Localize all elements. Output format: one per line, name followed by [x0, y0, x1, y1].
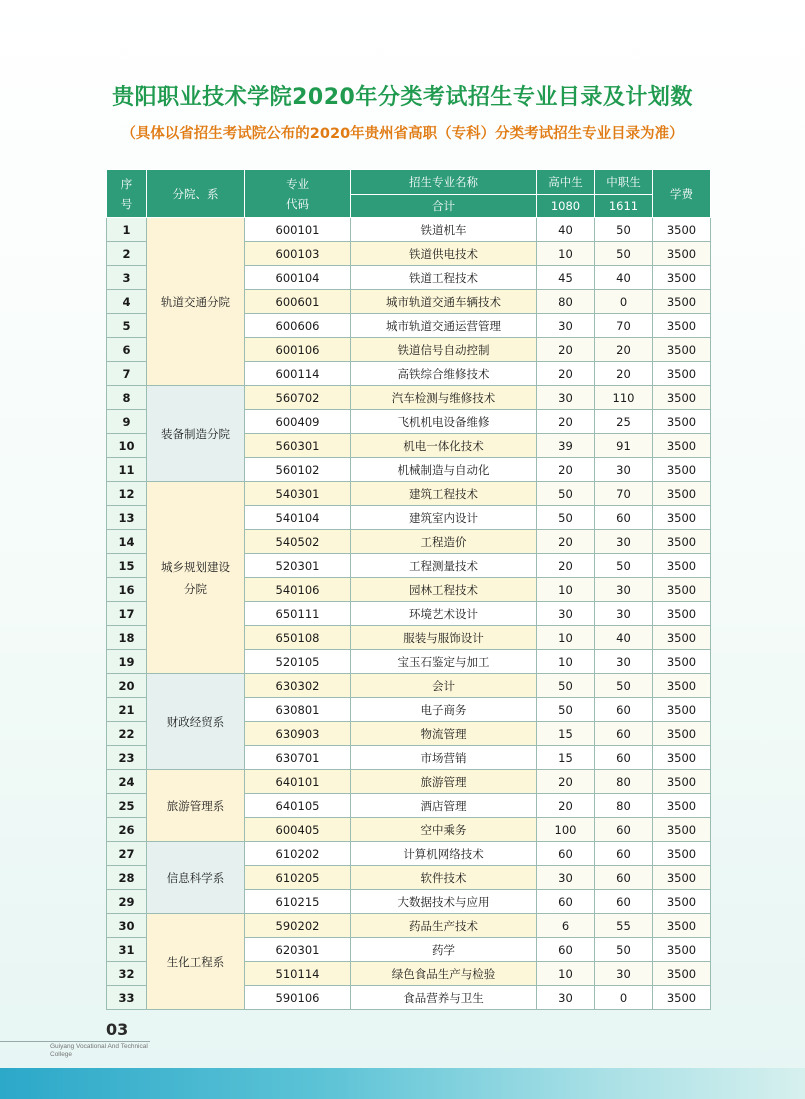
high-school-quota: 10 — [537, 962, 595, 986]
row-index: 5 — [107, 314, 147, 338]
row-index: 18 — [107, 626, 147, 650]
major-code: 650111 — [245, 602, 351, 626]
major-name: 铁道供电技术 — [351, 242, 537, 266]
vocational-quota: 50 — [595, 242, 653, 266]
tuition-fee: 3500 — [653, 674, 711, 698]
vocational-quota: 60 — [595, 722, 653, 746]
vocational-quota: 30 — [595, 650, 653, 674]
page-title: 贵阳职业技术学院2020年分类考试招生专业目录及计划数 — [112, 85, 693, 110]
header-high: 高中生 — [537, 170, 595, 195]
major-name: 建筑室内设计 — [351, 506, 537, 530]
tuition-fee: 3500 — [653, 434, 711, 458]
major-name: 会计 — [351, 674, 537, 698]
major-code: 540301 — [245, 482, 351, 506]
enrollment-table — [106, 169, 711, 1010]
row-index: 32 — [107, 962, 147, 986]
header-fee: 学费 — [653, 170, 711, 218]
tuition-fee: 3500 — [653, 554, 711, 578]
dept-cell: 信息科学系 — [147, 842, 245, 914]
header-name: 招生专业名称 — [351, 170, 537, 195]
dept-cell: 生化工程系 — [147, 914, 245, 1010]
tuition-fee: 3500 — [653, 482, 711, 506]
row-index: 2 — [107, 242, 147, 266]
row-index: 31 — [107, 938, 147, 962]
major-name: 工程测量技术 — [351, 554, 537, 578]
high-school-quota: 30 — [537, 986, 595, 1010]
high-school-quota: 30 — [537, 314, 595, 338]
major-code: 610205 — [245, 866, 351, 890]
major-code: 540104 — [245, 506, 351, 530]
vocational-quota: 55 — [595, 914, 653, 938]
major-code: 600405 — [245, 818, 351, 842]
high-school-quota: 20 — [537, 458, 595, 482]
major-code: 560102 — [245, 458, 351, 482]
vocational-quota: 70 — [595, 314, 653, 338]
vocational-quota: 60 — [595, 746, 653, 770]
vocational-quota: 30 — [595, 962, 653, 986]
table-body — [107, 218, 711, 1010]
high-school-quota: 10 — [537, 242, 595, 266]
major-name: 建筑工程技术 — [351, 482, 537, 506]
tuition-fee: 3500 — [653, 890, 711, 914]
major-name: 食品营养与卫生 — [351, 986, 537, 1010]
vocational-quota: 50 — [595, 674, 653, 698]
major-code: 600114 — [245, 362, 351, 386]
table-row — [107, 218, 711, 242]
major-code: 610215 — [245, 890, 351, 914]
header-total-label: 合计 — [351, 195, 537, 218]
major-name: 飞机机电设备维修 — [351, 410, 537, 434]
vocational-quota: 20 — [595, 362, 653, 386]
table-row — [107, 674, 711, 698]
major-code: 630903 — [245, 722, 351, 746]
dept-cell: 轨道交通分院 — [147, 218, 245, 386]
vocational-quota: 60 — [595, 890, 653, 914]
major-name: 旅游管理 — [351, 770, 537, 794]
row-index: 22 — [107, 722, 147, 746]
vocational-quota: 91 — [595, 434, 653, 458]
vocational-quota: 50 — [595, 938, 653, 962]
row-index: 6 — [107, 338, 147, 362]
row-index: 23 — [107, 746, 147, 770]
major-code: 560702 — [245, 386, 351, 410]
table-row — [107, 770, 711, 794]
row-index: 12 — [107, 482, 147, 506]
page-subtitle: （具体以省招生考试院公布的2020年贵州省高职（专科）分类考试招生专业目录为准） — [121, 126, 684, 142]
tuition-fee: 3500 — [653, 290, 711, 314]
row-index: 28 — [107, 866, 147, 890]
college-english-name: Guiyang Vocational And Technical College — [50, 1043, 148, 1058]
vocational-quota: 50 — [595, 554, 653, 578]
high-school-quota: 20 — [537, 794, 595, 818]
vocational-quota: 50 — [595, 218, 653, 242]
high-school-quota: 20 — [537, 362, 595, 386]
major-name: 空中乘务 — [351, 818, 537, 842]
row-index: 29 — [107, 890, 147, 914]
tuition-fee: 3500 — [653, 242, 711, 266]
tuition-fee: 3500 — [653, 266, 711, 290]
major-code: 520301 — [245, 554, 351, 578]
row-index: 21 — [107, 698, 147, 722]
header-code: 专业 代码 — [245, 170, 351, 218]
high-school-quota: 10 — [537, 626, 595, 650]
major-code: 640101 — [245, 770, 351, 794]
tuition-fee: 3500 — [653, 866, 711, 890]
major-name: 绿色食品生产与检验 — [351, 962, 537, 986]
row-index: 27 — [107, 842, 147, 866]
high-school-quota: 40 — [537, 218, 595, 242]
tuition-fee: 3500 — [653, 770, 711, 794]
tuition-fee: 3500 — [653, 458, 711, 482]
vocational-quota: 80 — [595, 770, 653, 794]
major-code: 590202 — [245, 914, 351, 938]
row-index: 24 — [107, 770, 147, 794]
row-index: 7 — [107, 362, 147, 386]
major-code: 640105 — [245, 794, 351, 818]
dept-cell: 财政经贸系 — [147, 674, 245, 770]
major-name: 大数据技术与应用 — [351, 890, 537, 914]
major-name: 药品生产技术 — [351, 914, 537, 938]
major-name: 铁道工程技术 — [351, 266, 537, 290]
dept-cell: 城乡规划建设 分院 — [147, 482, 245, 674]
major-code: 600101 — [245, 218, 351, 242]
major-code: 600409 — [245, 410, 351, 434]
major-code: 540502 — [245, 530, 351, 554]
major-code: 520105 — [245, 650, 351, 674]
row-index: 17 — [107, 602, 147, 626]
vocational-quota: 60 — [595, 698, 653, 722]
major-name: 铁道机车 — [351, 218, 537, 242]
tuition-fee: 3500 — [653, 698, 711, 722]
major-name: 城市轨道交通运营管理 — [351, 314, 537, 338]
major-name: 铁道信号自动控制 — [351, 338, 537, 362]
major-name: 机电一体化技术 — [351, 434, 537, 458]
high-school-quota: 6 — [537, 914, 595, 938]
major-code: 620301 — [245, 938, 351, 962]
tuition-fee: 3500 — [653, 602, 711, 626]
major-name: 电子商务 — [351, 698, 537, 722]
row-index: 9 — [107, 410, 147, 434]
header-mid-total: 1611 — [595, 195, 653, 218]
vocational-quota: 20 — [595, 338, 653, 362]
high-school-quota: 50 — [537, 482, 595, 506]
vocational-quota: 0 — [595, 290, 653, 314]
tuition-fee: 3500 — [653, 650, 711, 674]
row-index: 26 — [107, 818, 147, 842]
vocational-quota: 110 — [595, 386, 653, 410]
high-school-quota: 20 — [537, 410, 595, 434]
vocational-quota: 60 — [595, 818, 653, 842]
tuition-fee: 3500 — [653, 386, 711, 410]
high-school-quota: 20 — [537, 770, 595, 794]
high-school-quota: 30 — [537, 866, 595, 890]
major-code: 630701 — [245, 746, 351, 770]
row-index: 10 — [107, 434, 147, 458]
row-index: 33 — [107, 986, 147, 1010]
vocational-quota: 70 — [595, 482, 653, 506]
tuition-fee: 3500 — [653, 314, 711, 338]
tuition-fee: 3500 — [653, 530, 711, 554]
vocational-quota: 30 — [595, 458, 653, 482]
table-row — [107, 482, 711, 506]
tuition-fee: 3500 — [653, 914, 711, 938]
vocational-quota: 60 — [595, 866, 653, 890]
high-school-quota: 20 — [537, 530, 595, 554]
row-index: 25 — [107, 794, 147, 818]
vocational-quota: 30 — [595, 602, 653, 626]
major-name: 软件技术 — [351, 866, 537, 890]
major-name: 计算机网络技术 — [351, 842, 537, 866]
high-school-quota: 80 — [537, 290, 595, 314]
tuition-fee: 3500 — [653, 626, 711, 650]
row-index: 11 — [107, 458, 147, 482]
footer-rule — [0, 1041, 150, 1042]
row-index: 14 — [107, 530, 147, 554]
high-school-quota: 10 — [537, 578, 595, 602]
major-name: 机械制造与自动化 — [351, 458, 537, 482]
vocational-quota: 60 — [595, 842, 653, 866]
high-school-quota: 100 — [537, 818, 595, 842]
high-school-quota: 50 — [537, 506, 595, 530]
major-name: 酒店管理 — [351, 794, 537, 818]
header-index: 序 号 — [107, 170, 147, 218]
high-school-quota: 30 — [537, 386, 595, 410]
row-index: 1 — [107, 218, 147, 242]
high-school-quota: 50 — [537, 674, 595, 698]
tuition-fee: 3500 — [653, 818, 711, 842]
tuition-fee: 3500 — [653, 410, 711, 434]
major-code: 510114 — [245, 962, 351, 986]
major-name: 市场营销 — [351, 746, 537, 770]
bottom-color-band — [0, 1068, 805, 1099]
major-code: 630302 — [245, 674, 351, 698]
tuition-fee: 3500 — [653, 578, 711, 602]
row-index: 13 — [107, 506, 147, 530]
major-name: 城市轨道交通车辆技术 — [351, 290, 537, 314]
tuition-fee: 3500 — [653, 962, 711, 986]
major-name: 高铁综合维修技术 — [351, 362, 537, 386]
table-row — [107, 842, 711, 866]
row-index: 20 — [107, 674, 147, 698]
major-name: 宝玉石鉴定与加工 — [351, 650, 537, 674]
high-school-quota: 30 — [537, 602, 595, 626]
row-index: 19 — [107, 650, 147, 674]
high-school-quota: 45 — [537, 266, 595, 290]
major-code: 600606 — [245, 314, 351, 338]
major-name: 物流管理 — [351, 722, 537, 746]
header-high-total: 1080 — [537, 195, 595, 218]
major-code: 650108 — [245, 626, 351, 650]
high-school-quota: 60 — [537, 938, 595, 962]
header-dept: 分院、系 — [147, 170, 245, 218]
vocational-quota: 30 — [595, 578, 653, 602]
dept-cell: 旅游管理系 — [147, 770, 245, 842]
tuition-fee: 3500 — [653, 722, 711, 746]
major-code: 560301 — [245, 434, 351, 458]
major-code: 610202 — [245, 842, 351, 866]
table-row — [107, 914, 711, 938]
high-school-quota: 60 — [537, 842, 595, 866]
high-school-quota: 15 — [537, 722, 595, 746]
header-mid: 中职生 — [595, 170, 653, 195]
row-index: 3 — [107, 266, 147, 290]
high-school-quota: 39 — [537, 434, 595, 458]
tuition-fee: 3500 — [653, 746, 711, 770]
major-code: 600104 — [245, 266, 351, 290]
major-name: 服装与服饰设计 — [351, 626, 537, 650]
row-index: 4 — [107, 290, 147, 314]
major-code: 600106 — [245, 338, 351, 362]
high-school-quota: 20 — [537, 338, 595, 362]
vocational-quota: 30 — [595, 530, 653, 554]
high-school-quota: 15 — [537, 746, 595, 770]
tuition-fee: 3500 — [653, 794, 711, 818]
row-index: 16 — [107, 578, 147, 602]
tuition-fee: 3500 — [653, 506, 711, 530]
vocational-quota: 0 — [595, 986, 653, 1010]
tuition-fee: 3500 — [653, 218, 711, 242]
major-code: 600601 — [245, 290, 351, 314]
major-name: 园林工程技术 — [351, 578, 537, 602]
tuition-fee: 3500 — [653, 938, 711, 962]
tuition-fee: 3500 — [653, 986, 711, 1010]
vocational-quota: 40 — [595, 266, 653, 290]
row-index: 30 — [107, 914, 147, 938]
high-school-quota: 10 — [537, 650, 595, 674]
dept-cell: 装备制造分院 — [147, 386, 245, 482]
major-code: 600103 — [245, 242, 351, 266]
high-school-quota: 60 — [537, 890, 595, 914]
major-name: 工程造价 — [351, 530, 537, 554]
major-code: 540106 — [245, 578, 351, 602]
vocational-quota: 80 — [595, 794, 653, 818]
page-number: 03 — [106, 1020, 129, 1039]
major-name: 药学 — [351, 938, 537, 962]
major-code: 630801 — [245, 698, 351, 722]
vocational-quota: 60 — [595, 506, 653, 530]
high-school-quota: 50 — [537, 698, 595, 722]
major-name: 汽车检测与维修技术 — [351, 386, 537, 410]
tuition-fee: 3500 — [653, 338, 711, 362]
table-row — [107, 386, 711, 410]
vocational-quota: 40 — [595, 626, 653, 650]
vocational-quota: 25 — [595, 410, 653, 434]
tuition-fee: 3500 — [653, 842, 711, 866]
row-index: 15 — [107, 554, 147, 578]
high-school-quota: 20 — [537, 554, 595, 578]
major-code: 590106 — [245, 986, 351, 1010]
major-name: 环境艺术设计 — [351, 602, 537, 626]
row-index: 8 — [107, 386, 147, 410]
tuition-fee: 3500 — [653, 362, 711, 386]
